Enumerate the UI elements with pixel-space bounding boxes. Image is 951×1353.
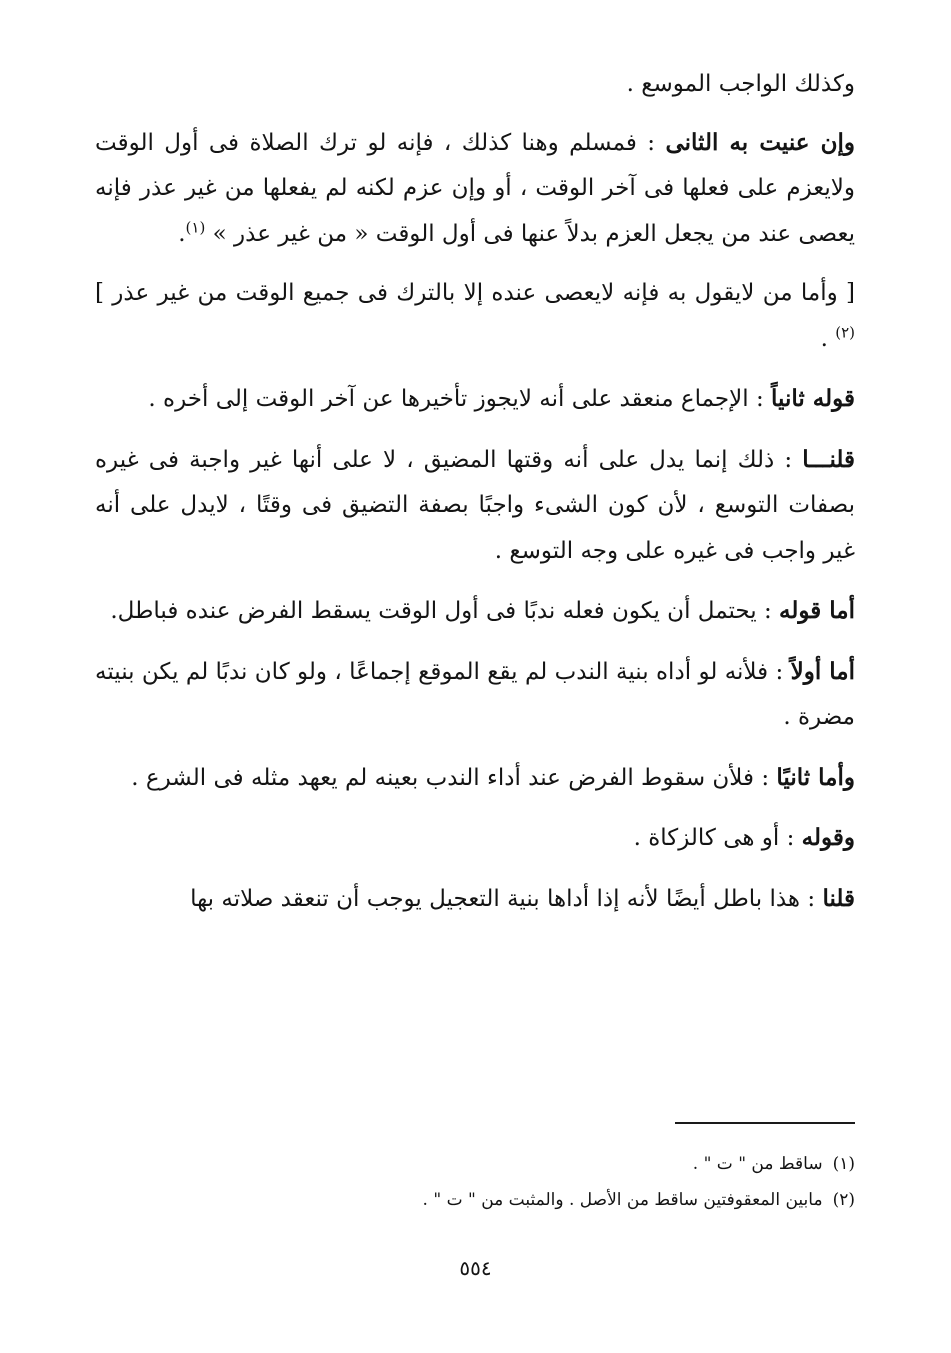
paragraph	[95, 815, 855, 862]
paragraph-lead: وإن عنيت به الثانى	[665, 128, 855, 156]
paragraph	[95, 271, 855, 362]
paragraph	[95, 649, 855, 741]
page-body	[95, 62, 855, 936]
paragraph	[95, 588, 855, 635]
paragraph-text: : هذا باطل أيضًا لأنه إذا أداها بنية التعجيل يوجب أن تنعقد صلاته بها	[190, 885, 823, 912]
footnote-text: ساقط من " ت " .	[692, 1154, 823, 1174]
paragraph	[95, 376, 855, 423]
paragraph-text: : فمسلم وهنا كذلك ، فإنه لو ترك الصلاة فى أول الوقت ولايعزم على فعلها فى آخر الوقت ، أو وإن عزم لكنه لم يفعلها من غير عذر فإنه يعصى عند من يجعل العزم بدلاً عنها فى أول الوقت « من غير عذر »	[95, 129, 855, 247]
paragraph-tail: .	[820, 325, 836, 352]
paragraph-text: : أو هى كالزكاة .	[633, 825, 802, 851]
paragraph-lead: قلنـــا	[802, 445, 855, 473]
paragraph-text: وكذلك الواجب الموسع .	[626, 71, 855, 97]
paragraph-text: : الإجماع منعقد على أنه لايجوز تأخيرها عن آخر الوقت إلى أخره .	[148, 386, 772, 412]
paragraph-lead: قوله ثانياً	[771, 385, 855, 412]
footnote-divider	[675, 1122, 855, 1124]
paragraph	[95, 120, 855, 258]
paragraph-lead: قلنا	[822, 884, 855, 912]
paragraph-text: : فلأن سقوط الفرض عند أداء الندب بعينه لم يعهد مثله فى الشرع .	[131, 764, 777, 791]
paragraph	[95, 437, 855, 575]
footnote	[95, 1146, 855, 1182]
paragraph	[95, 755, 855, 802]
paragraph-text: : ذلك إنما يدل على أنه وقتها المضيق ، لا على أنها غير واجبة فى غيره بصفات التوسع ، لأن كون الشىء واجبًا بصفة التضيق فى وقتًا ، لايدل على أنه غير واجب فى غيره على وجه التوسع .	[95, 446, 855, 564]
footnote-number: (١)	[832, 1154, 855, 1174]
paragraph-text: : فلأنه لو أداه بنية الندب لم يقع الموقع إجماعًا ، ولو كان ندبًا لم يكن بنيته مضرة .	[95, 658, 855, 730]
paragraph	[95, 62, 855, 108]
paragraph-text: [ وأما من لايقول به فإنه لايعصى عنده إلا بالترك فى جميع الوقت من غير عذر ]	[95, 280, 855, 306]
footnote-number: (٢)	[832, 1190, 855, 1210]
paragraph-text: : يحتمل أن يكون فعله ندبًا فى أول الوقت يسقط الفرض عنده فباطل.	[110, 598, 780, 624]
footnote-reference: (٢)	[835, 322, 855, 341]
paragraph-tail: .	[178, 220, 186, 247]
paragraph-lead: أما قوله	[779, 597, 855, 624]
paragraph-lead: أما أولاً	[790, 657, 855, 685]
footnotes	[95, 1146, 855, 1218]
paragraph	[95, 876, 855, 923]
footnote-text: مابين المعقوفتين ساقط من الأصل . والمثبت من " ت " .	[422, 1190, 823, 1210]
footnote	[95, 1182, 855, 1218]
footnote-reference: (١)	[185, 217, 206, 236]
paragraph-lead: وقوله	[801, 824, 855, 851]
paragraph-lead: وأما ثانيًا	[776, 763, 855, 791]
page-number: ٥٥٤	[459, 1256, 492, 1280]
